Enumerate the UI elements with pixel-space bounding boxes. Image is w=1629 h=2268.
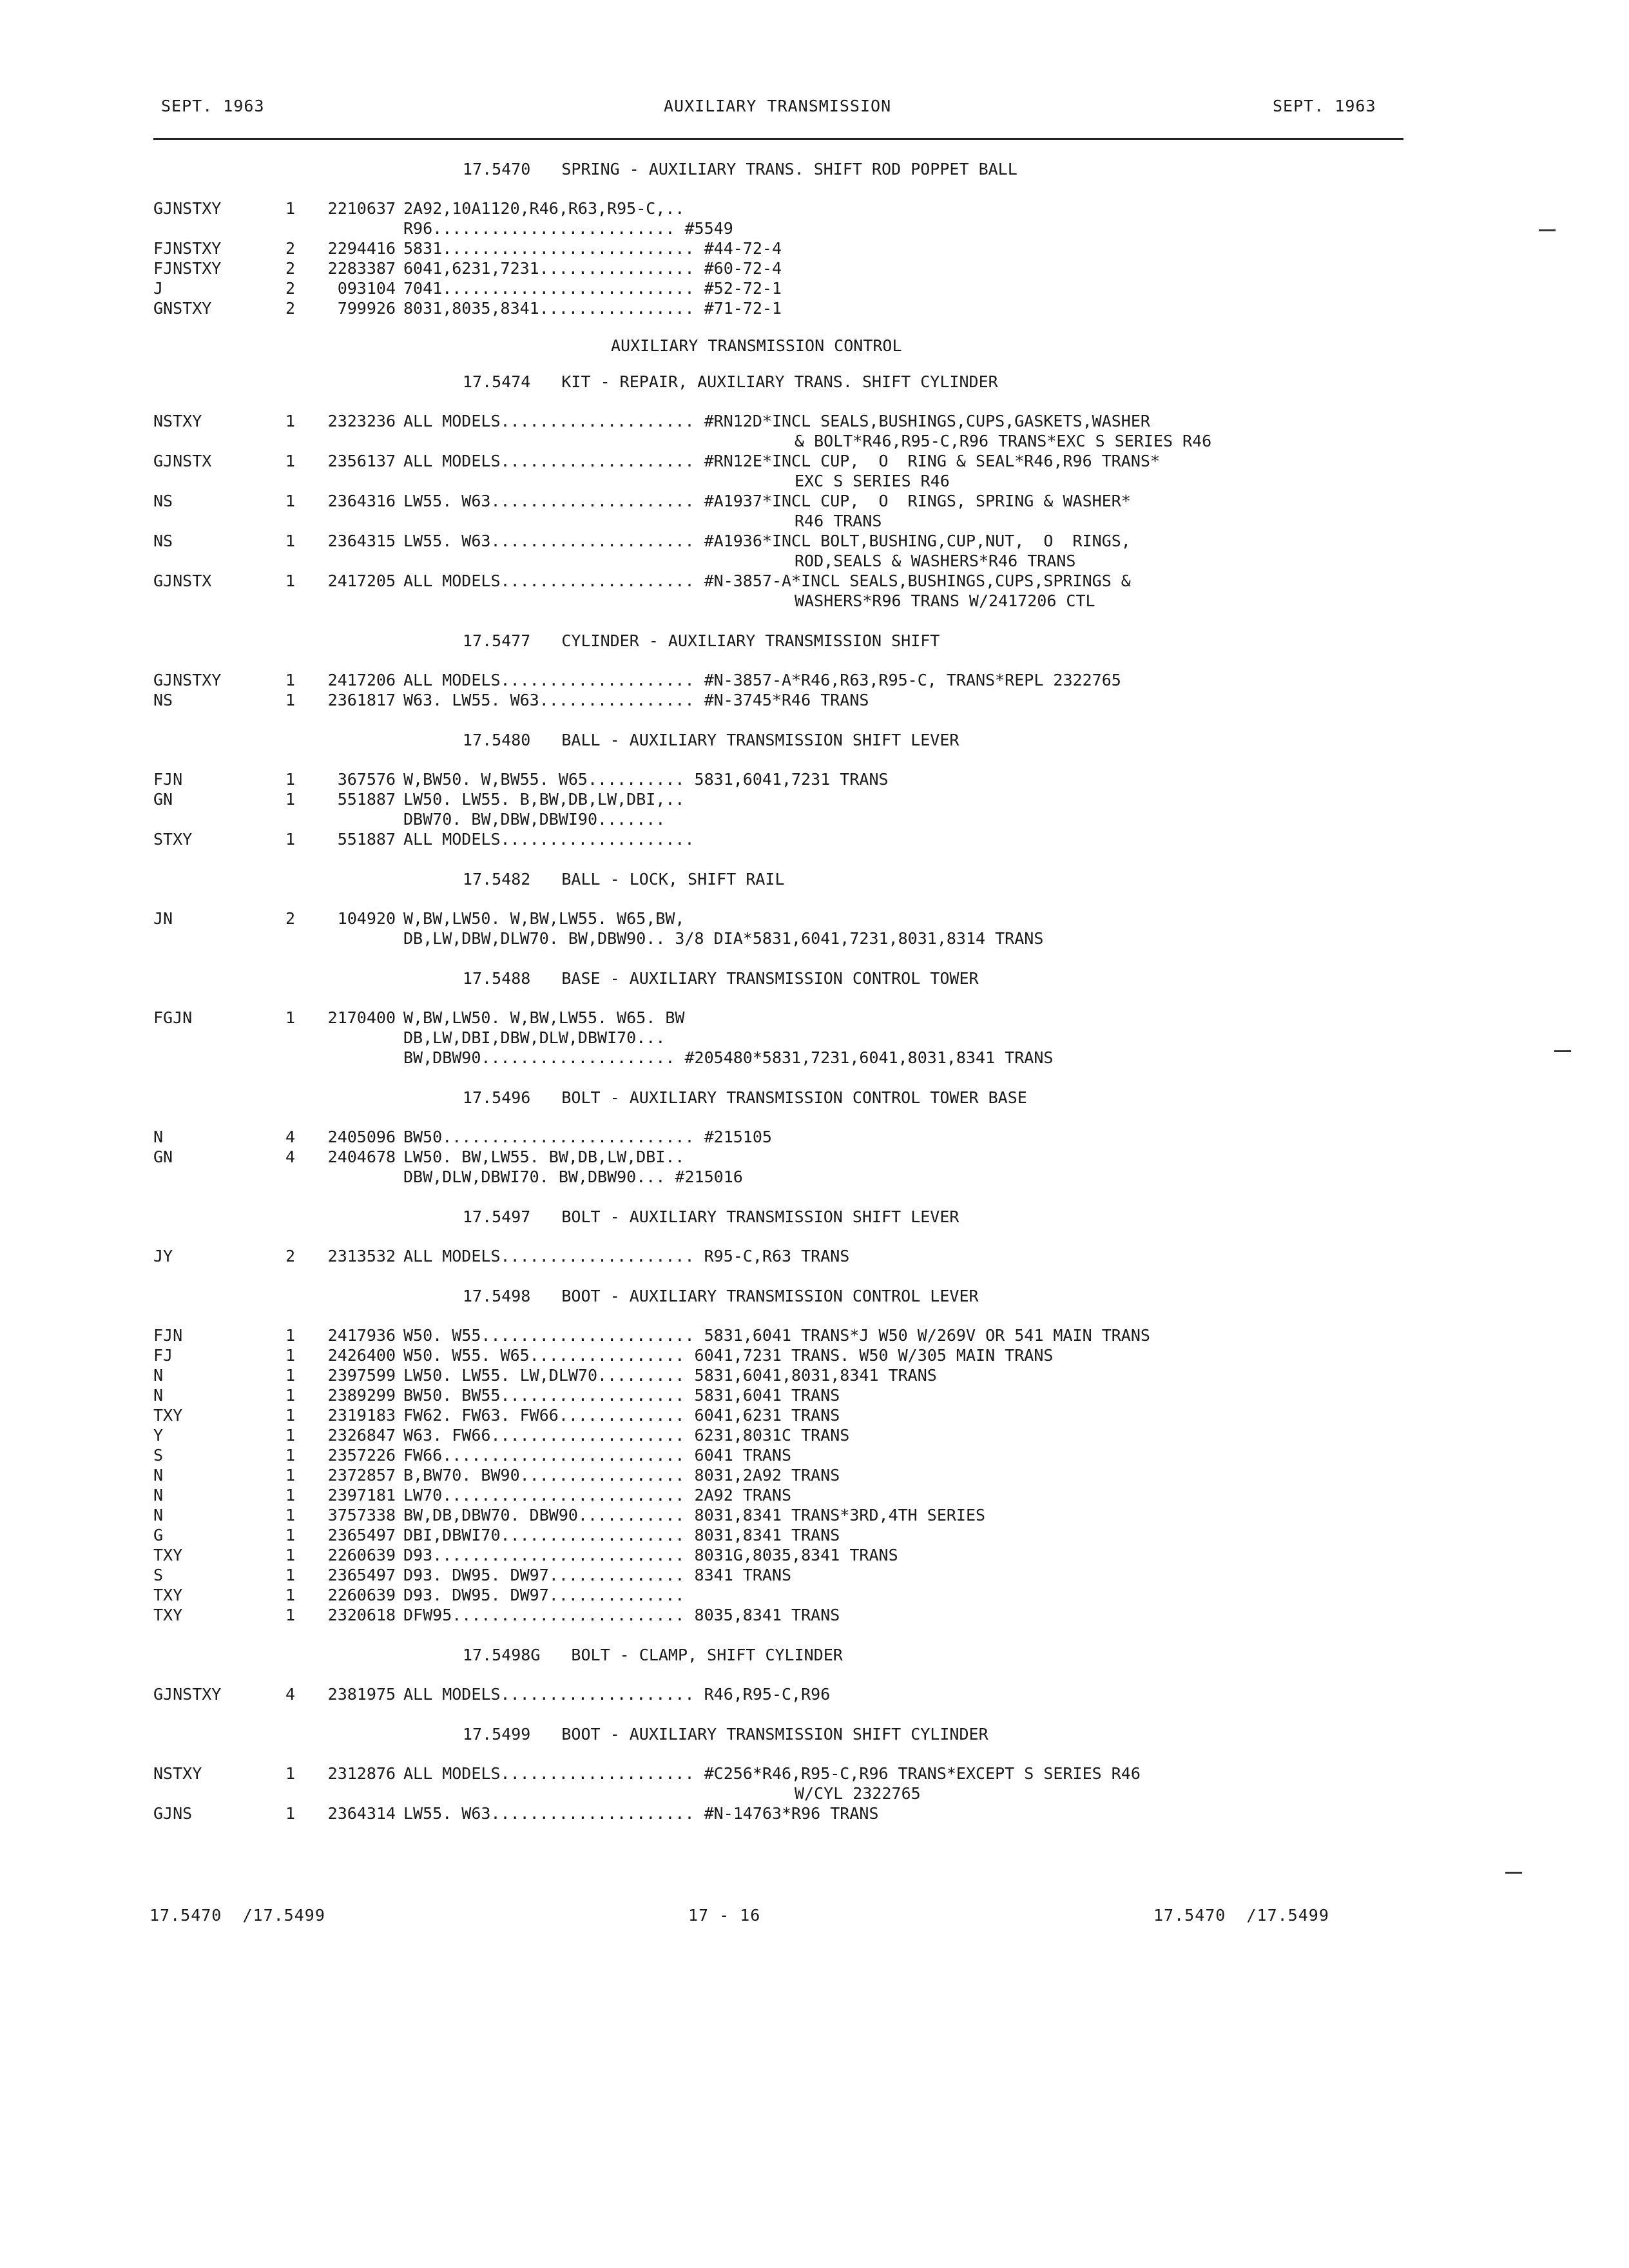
application-text: W63. FW66.................... 6231,8031C TRANS (403, 1426, 850, 1445)
table-row (153, 1485, 1474, 1505)
part-number: 2357226 (327, 1446, 396, 1465)
application-text: D93. DW95. DW97.............. (403, 1586, 685, 1604)
model-code: N (153, 1386, 164, 1405)
application-text: ALL MODELS.................... R95-C,R63 TRANS (403, 1247, 850, 1265)
table-row (153, 278, 1474, 298)
table-row (153, 1008, 1474, 1028)
part-number: 2361817 (327, 691, 396, 709)
model-code: N (153, 1366, 164, 1385)
quantity: 1 (285, 1586, 296, 1604)
section-title (153, 1088, 1474, 1108)
part-number: 2260639 (327, 1546, 396, 1564)
quantity: 1 (285, 1326, 296, 1345)
part-number: 2364314 (327, 1804, 396, 1823)
table-row (153, 670, 1474, 690)
table-row (153, 298, 1474, 318)
part-number: 2405096 (327, 1128, 396, 1146)
quantity: 1 (285, 1406, 296, 1425)
table-row (153, 1425, 1474, 1445)
section-title (153, 969, 1474, 988)
table-row (153, 1445, 1474, 1465)
description-continuation: EXC S SERIES R46 (795, 472, 950, 490)
table-row (153, 1545, 1474, 1565)
table-row (153, 789, 1474, 809)
application-text: W50. W55. W65................ 6041,7231 TRANS. W50 W/305 MAIN TRANS (403, 1346, 1054, 1365)
application-text: D93. DW95. DW97.............. 8341 TRANS (403, 1566, 792, 1584)
table-row (153, 1405, 1474, 1425)
table-row (153, 829, 1474, 849)
table-row (153, 690, 1474, 710)
section-number: 17.5497 (463, 1207, 531, 1226)
section-number: 17.5480 (463, 731, 531, 749)
footer-range-right: 17.5470 /17.5499 (1153, 1906, 1329, 1925)
quantity: 1 (285, 671, 296, 689)
section-name: BOLT - AUXILIARY TRANSMISSION CONTROL TOWER BASE (561, 1088, 1027, 1107)
part-number: 2210637 (327, 199, 396, 218)
section-number: 17.5488 (463, 969, 531, 988)
quantity: 2 (285, 909, 296, 928)
application-text: BW50.......................... #215105 (403, 1128, 772, 1146)
quantity: 2 (285, 259, 296, 278)
table-row (153, 1585, 1474, 1605)
application-text: LW55. W63..................... #N-14763*R96 TRANS (403, 1804, 879, 1823)
model-code: FJN (153, 770, 183, 789)
model-code: TXY (153, 1406, 183, 1425)
model-code: GJNSTXY (153, 671, 222, 689)
application-text: B,BW70. BW90................. 8031,2A92 TRANS (403, 1466, 840, 1485)
quantity: 1 (285, 1764, 296, 1783)
table-row (153, 1365, 1474, 1385)
table-row (153, 198, 1474, 218)
application-text: LW55. W63..................... #A1937*INCL CUP, O RINGS, SPRING & WASHER* (403, 492, 1131, 510)
section-name: BASE - AUXILIARY TRANSMISSION CONTROL TOWER (561, 969, 979, 988)
section-name: BALL - LOCK, SHIFT RAIL (561, 870, 785, 889)
application-text: DFW95........................ 8035,8341 TRANS (403, 1606, 840, 1624)
continuation-line: BW,DBW90.................... #205480*5831,7231,6041,8031,8341 TRANS (403, 1048, 1054, 1067)
part-number: 2260639 (327, 1586, 396, 1604)
part-number: 2326847 (327, 1426, 396, 1445)
model-code: GJNSTXY (153, 199, 222, 218)
model-code: GN (153, 1148, 173, 1166)
section-name: KIT - REPAIR, AUXILIARY TRANS. SHIFT CYLINDER (561, 372, 998, 391)
application-text: D93.......................... 8031G,8035,8341 TRANS (403, 1546, 898, 1564)
quantity: 4 (285, 1685, 296, 1704)
quantity: 1 (285, 1366, 296, 1385)
table-row (153, 1803, 1474, 1823)
application-text: ALL MODELS.................... #RN12D*INCL SEALS,BUSHINGS,CUPS,GASKETS,WASHER (403, 412, 1150, 430)
table-row (153, 571, 1474, 591)
continuation-line: DBW,DLW,DBWI70. BW,DBW90... #215016 (403, 1168, 743, 1186)
model-code: FJNSTXY (153, 239, 222, 258)
quantity: 1 (285, 691, 296, 709)
application-text: W50. W55...................... 5831,6041 TRANS*J W50 W/269V OR 541 MAIN TRANS (403, 1326, 1150, 1345)
part-number: 2364315 (327, 532, 396, 550)
model-code: TXY (153, 1606, 183, 1624)
section-title (153, 870, 1474, 889)
table-row (153, 1246, 1474, 1266)
model-code: GNSTXY (153, 299, 212, 318)
quantity: 1 (285, 1486, 296, 1504)
quantity: 1 (285, 1008, 296, 1027)
table-row (153, 411, 1474, 431)
section-number: 17.5474 (463, 372, 531, 391)
part-number: 2365497 (327, 1526, 396, 1544)
model-code: S (153, 1446, 164, 1465)
part-number: 551887 (337, 790, 396, 809)
description-continuation: WASHERS*R96 TRANS W/2417206 CTL (795, 591, 1095, 610)
application-text: FW66......................... 6041 TRANS (403, 1446, 792, 1465)
quantity: 4 (285, 1148, 296, 1166)
quantity: 1 (285, 1506, 296, 1524)
margin-tick-mark (1554, 1050, 1571, 1052)
section-name: BALL - AUXILIARY TRANSMISSION SHIFT LEVER (561, 731, 959, 749)
section-title (153, 631, 1474, 651)
header-date-right: SEPT. 1963 (1273, 97, 1376, 115)
model-code: GJNSTXY (153, 1685, 222, 1704)
table-row (153, 908, 1474, 928)
quantity: 1 (285, 1426, 296, 1445)
part-number: 2283387 (327, 259, 396, 278)
table-row (153, 1684, 1474, 1704)
part-number: 2397599 (327, 1366, 396, 1385)
group-heading: AUXILIARY TRANSMISSION CONTROL (611, 336, 902, 355)
quantity: 2 (285, 239, 296, 258)
model-code: GN (153, 790, 173, 809)
table-row (153, 451, 1474, 471)
part-number: 104920 (337, 909, 396, 928)
footer-page-number: 17 - 16 (688, 1906, 761, 1925)
quantity: 1 (285, 532, 296, 550)
margin-tick-mark (1539, 229, 1556, 231)
part-number: 2170400 (327, 1008, 396, 1027)
continuation-line: DB,LW,DBW,DLW70. BW,DBW90.. 3/8 DIA*5831,6041,7231,8031,8314 TRANS (403, 929, 1044, 948)
section-number: 17.5482 (463, 870, 531, 889)
table-row (153, 1565, 1474, 1585)
application-text: 7041.......................... #52-72-1 (403, 279, 782, 298)
footer-range-left: 17.5470 /17.5499 (149, 1906, 325, 1925)
part-number: 799926 (337, 299, 396, 318)
model-code: NS (153, 532, 173, 550)
part-number: 093104 (337, 279, 396, 298)
table-row (153, 1525, 1474, 1545)
application-text: W,BW50. W,BW55. W65.......... 5831,6041,7231 TRANS (403, 770, 889, 789)
model-code: STXY (153, 830, 193, 849)
section-title (153, 1287, 1474, 1306)
application-text: LW70......................... 2A92 TRANS (403, 1486, 792, 1504)
model-code: N (153, 1466, 164, 1485)
quantity: 1 (285, 1804, 296, 1823)
application-text: ALL MODELS.................... R46,R95-C,R96 (403, 1685, 831, 1704)
description-continuation: ROD,SEALS & WASHERS*R46 TRANS (795, 552, 1076, 570)
part-number: 2381975 (327, 1685, 396, 1704)
model-code: N (153, 1506, 164, 1524)
part-number: 367576 (337, 770, 396, 789)
header-rule (153, 138, 1403, 140)
section-title (153, 1646, 1474, 1665)
application-text: ALL MODELS.................... #C256*R46,R95-C,R96 TRANS*EXCEPT S SERIES R46 (403, 1764, 1141, 1783)
description-continuation: W/CYL 2322765 (795, 1784, 921, 1803)
section-name: BOOT - AUXILIARY TRANSMISSION CONTROL LEVER (561, 1287, 979, 1305)
model-code: N (153, 1128, 164, 1146)
section-name: CYLINDER - AUXILIARY TRANSMISSION SHIFT (561, 631, 940, 650)
quantity: 2 (285, 279, 296, 298)
quantity: 1 (285, 1566, 296, 1584)
section-number: 17.5470 (463, 160, 531, 178)
table-row (153, 1147, 1474, 1167)
application-text: BW50. BW55................... 5831,6041 TRANS (403, 1386, 840, 1405)
model-code: TXY (153, 1586, 183, 1604)
model-code: NS (153, 691, 173, 709)
quantity: 2 (285, 1247, 296, 1265)
part-number: 2389299 (327, 1386, 396, 1405)
continuation-line: R96......................... #5549 (403, 219, 733, 238)
quantity: 1 (285, 830, 296, 849)
table-row (153, 491, 1474, 511)
header-date-left: SEPT. 1963 (161, 97, 265, 115)
application-text: 8031,8035,8341................ #71-72-1 (403, 299, 782, 318)
table-row (153, 769, 1474, 789)
quantity: 1 (285, 412, 296, 430)
table-row (153, 1465, 1474, 1485)
section-title (153, 160, 1474, 179)
section-number: 17.5498G (463, 1646, 541, 1664)
part-number: 2372857 (327, 1466, 396, 1485)
table-row (153, 258, 1474, 278)
table-row (153, 1127, 1474, 1147)
description-continuation: & BOLT*R46,R95-C,R96 TRANS*EXC S SERIES R46 (795, 432, 1212, 450)
section-title (153, 372, 1474, 392)
application-text: W63. LW55. W63................ #N-3745*R46 TRANS (403, 691, 869, 709)
quantity: 1 (285, 1606, 296, 1624)
section-number: 17.5498 (463, 1287, 531, 1305)
application-text: LW50. LW55. B,BW,DB,LW,DBI,.. (403, 790, 685, 809)
section-title (153, 1725, 1474, 1744)
table-row (153, 1325, 1474, 1345)
continuation-line: DB,LW,DBI,DBW,DLW,DBWI70... (403, 1028, 666, 1047)
model-code: JY (153, 1247, 173, 1265)
model-code: FJN (153, 1326, 183, 1345)
application-text: W,BW,LW50. W,BW,LW55. W65. BW (403, 1008, 685, 1027)
quantity: 1 (285, 790, 296, 809)
application-text: LW55. W63..................... #A1936*INCL BOLT,BUSHING,CUP,NUT, O RINGS, (403, 532, 1131, 550)
application-text: 2A92,10A1120,R46,R63,R95-C,.. (403, 199, 685, 218)
quantity: 1 (285, 1386, 296, 1405)
model-code: N (153, 1486, 164, 1504)
model-code: JN (153, 909, 173, 928)
quantity: 1 (285, 199, 296, 218)
part-number: 2320618 (327, 1606, 396, 1624)
description-continuation: R46 TRANS (795, 512, 882, 530)
part-number: 3757338 (327, 1506, 396, 1524)
model-code: Y (153, 1426, 164, 1445)
section-name: BOLT - CLAMP, SHIFT CYLINDER (571, 1646, 843, 1664)
section-title (153, 731, 1474, 750)
quantity: 1 (285, 1346, 296, 1365)
part-number: 2404678 (327, 1148, 396, 1166)
model-code: TXY (153, 1546, 183, 1564)
quantity: 1 (285, 1446, 296, 1465)
header-title: AUXILIARY TRANSMISSION (664, 97, 892, 115)
application-text: ALL MODELS.................... (403, 830, 695, 849)
part-number: 2313532 (327, 1247, 396, 1265)
section-title (153, 1207, 1474, 1227)
application-text: 5831.......................... #44-72-4 (403, 239, 782, 258)
application-text: 6041,6231,7231................ #60-72-4 (403, 259, 782, 278)
table-row (153, 531, 1474, 551)
quantity: 2 (285, 299, 296, 318)
margin-tick-mark (1505, 1872, 1522, 1874)
part-number: 2365497 (327, 1566, 396, 1584)
application-text: FW62. FW63. FW66............. 6041,6231 TRANS (403, 1406, 840, 1425)
quantity: 1 (285, 1526, 296, 1544)
part-number: 2417936 (327, 1326, 396, 1345)
application-text: BW,DB,DBW70. DBW90........... 8031,8341 TRANS*3RD,4TH SERIES (403, 1506, 986, 1524)
application-text: ALL MODELS.................... #N-3857-A*INCL SEALS,BUSHINGS,CUPS,SPRINGS & (403, 572, 1131, 590)
part-number: 2426400 (327, 1346, 396, 1365)
model-code: GJNSTX (153, 572, 212, 590)
parts-list (153, 160, 1474, 1823)
part-number: 2356137 (327, 452, 396, 470)
application-text: LW50. LW55. LW,DLW70......... 5831,6041,8031,8341 TRANS (403, 1366, 937, 1385)
quantity: 1 (285, 492, 296, 510)
quantity: 1 (285, 572, 296, 590)
section-name: BOOT - AUXILIARY TRANSMISSION SHIFT CYLINDER (561, 1725, 988, 1744)
application-text: W,BW,LW50. W,BW,LW55. W65,BW, (403, 909, 685, 928)
application-text: ALL MODELS.................... #RN12E*INCL CUP, O RING & SEAL*R46,R96 TRANS* (403, 452, 1160, 470)
part-number: 2364316 (327, 492, 396, 510)
model-code: S (153, 1566, 164, 1584)
table-row (153, 1385, 1474, 1405)
section-number: 17.5496 (463, 1088, 531, 1107)
model-code: GJNSTX (153, 452, 212, 470)
model-code: GJNS (153, 1804, 193, 1823)
part-number: 551887 (337, 830, 396, 849)
model-code: NS (153, 492, 173, 510)
table-row (153, 1505, 1474, 1525)
table-row (153, 238, 1474, 258)
table-row (153, 1763, 1474, 1783)
quantity: 4 (285, 1128, 296, 1146)
part-number: 2417205 (327, 572, 396, 590)
model-code: G (153, 1526, 164, 1544)
table-row (153, 1345, 1474, 1365)
quantity: 1 (285, 770, 296, 789)
part-number: 2312876 (327, 1764, 396, 1783)
quantity: 1 (285, 1466, 296, 1485)
part-number: 2417206 (327, 671, 396, 689)
model-code: FJNSTXY (153, 259, 222, 278)
quantity: 1 (285, 452, 296, 470)
model-code: NSTXY (153, 1764, 202, 1783)
table-row (153, 1605, 1474, 1625)
application-text: DBI,DBWI70................... 8031,8341 TRANS (403, 1526, 840, 1544)
part-number: 2397181 (327, 1486, 396, 1504)
continuation-line: DBW70. BW,DBW,DBWI90....... (403, 810, 666, 829)
part-number: 2294416 (327, 239, 396, 258)
model-code: J (153, 279, 164, 298)
model-code: NSTXY (153, 412, 202, 430)
part-number: 2323236 (327, 412, 396, 430)
part-number: 2319183 (327, 1406, 396, 1425)
quantity: 1 (285, 1546, 296, 1564)
section-name: BOLT - AUXILIARY TRANSMISSION SHIFT LEVER (561, 1207, 959, 1226)
section-name: SPRING - AUXILIARY TRANS. SHIFT ROD POPPET BALL (561, 160, 1017, 178)
application-text: ALL MODELS.................... #N-3857-A*R46,R63,R95-C, TRANS*REPL 2322765 (403, 671, 1121, 689)
application-text: LW50. BW,LW55. BW,DB,LW,DBI.. (403, 1148, 685, 1166)
section-number: 17.5477 (463, 631, 531, 650)
section-number: 17.5499 (463, 1725, 531, 1744)
model-code: FJ (153, 1346, 173, 1365)
model-code: FGJN (153, 1008, 193, 1027)
